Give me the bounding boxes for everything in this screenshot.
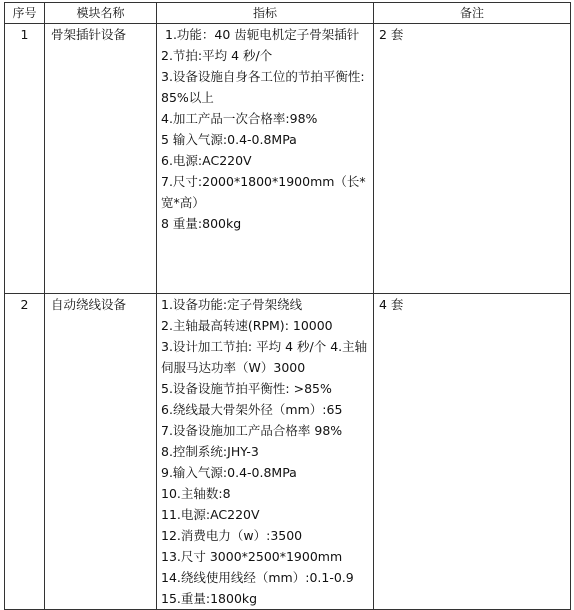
spec-line: 4.加工产品一次合格率:98%: [161, 111, 318, 126]
spec-line: 7.尺寸:2000*1800*1900mm（长*宽*高）: [161, 174, 366, 210]
spec-line: 14.绕线使用线经（mm）:0.1-0.9: [161, 570, 354, 585]
spec-line: 8 重量:800kg: [161, 216, 242, 231]
note-cell: 4 套: [374, 294, 571, 610]
equipment-spec-table: [4, 2, 571, 610]
module-name: 骨架插针设备: [45, 24, 157, 294]
table-row: [5, 294, 571, 610]
spec-line: 11.电源:AC220V: [161, 507, 260, 522]
spec-line: 6.电源:AC220V: [161, 153, 252, 168]
spec-line: 2.主轴最高转速(RPM): 10000: [161, 318, 333, 333]
spec-line: 6.绕线最大骨架外径（mm）:65: [161, 402, 343, 417]
spec-line: 7.设备设施加工产品合格率 98%: [161, 423, 343, 438]
spec-line: 5.设备设施节拍平衡性: >85%: [161, 381, 332, 396]
table-header-row: [5, 3, 571, 24]
module-name: 自动绕线设备: [45, 294, 157, 610]
header-note: 备注: [374, 3, 571, 24]
spec-line: 9.输入气源:0.4-0.8MPa: [161, 465, 297, 480]
spec-line: 8.控制系统:JHY-3: [161, 444, 259, 459]
spec-line: 10.主轴数:8: [161, 486, 231, 501]
spec-line: 1.功能：40 齿轭电机定子骨架插针: [165, 27, 360, 42]
spec-cell: [157, 294, 374, 610]
spec-cell: [157, 24, 374, 294]
header-spec: 指标: [157, 3, 374, 24]
header-no: 序号: [5, 3, 45, 24]
spec-line: 3.设备设施自身各工位的节拍平衡性: 85%以上: [161, 69, 365, 105]
table-row: [5, 24, 571, 294]
row-number: 1: [5, 24, 45, 294]
spec-line: 3.设计加工节拍: 平均 4 秒/个 4.主轴伺服马达功率（W）3000: [161, 339, 368, 375]
spec-line: 1.设备功能:定子骨架绕线: [161, 297, 303, 312]
spec-line: 13.尺寸 3000*2500*1900mm: [161, 549, 343, 564]
note-cell: 2 套: [374, 24, 571, 294]
header-module-name: 模块名称: [45, 3, 157, 24]
spec-line: 2.节拍:平均 4 秒/个: [161, 48, 273, 63]
spec-line: 5 输入气源:0.4-0.8MPa: [161, 132, 297, 147]
spec-line: 12.消费电力（w）:3500: [161, 528, 303, 543]
spec-line: 15.重量:1800kg: [161, 591, 258, 606]
row-number: 2: [5, 294, 45, 610]
